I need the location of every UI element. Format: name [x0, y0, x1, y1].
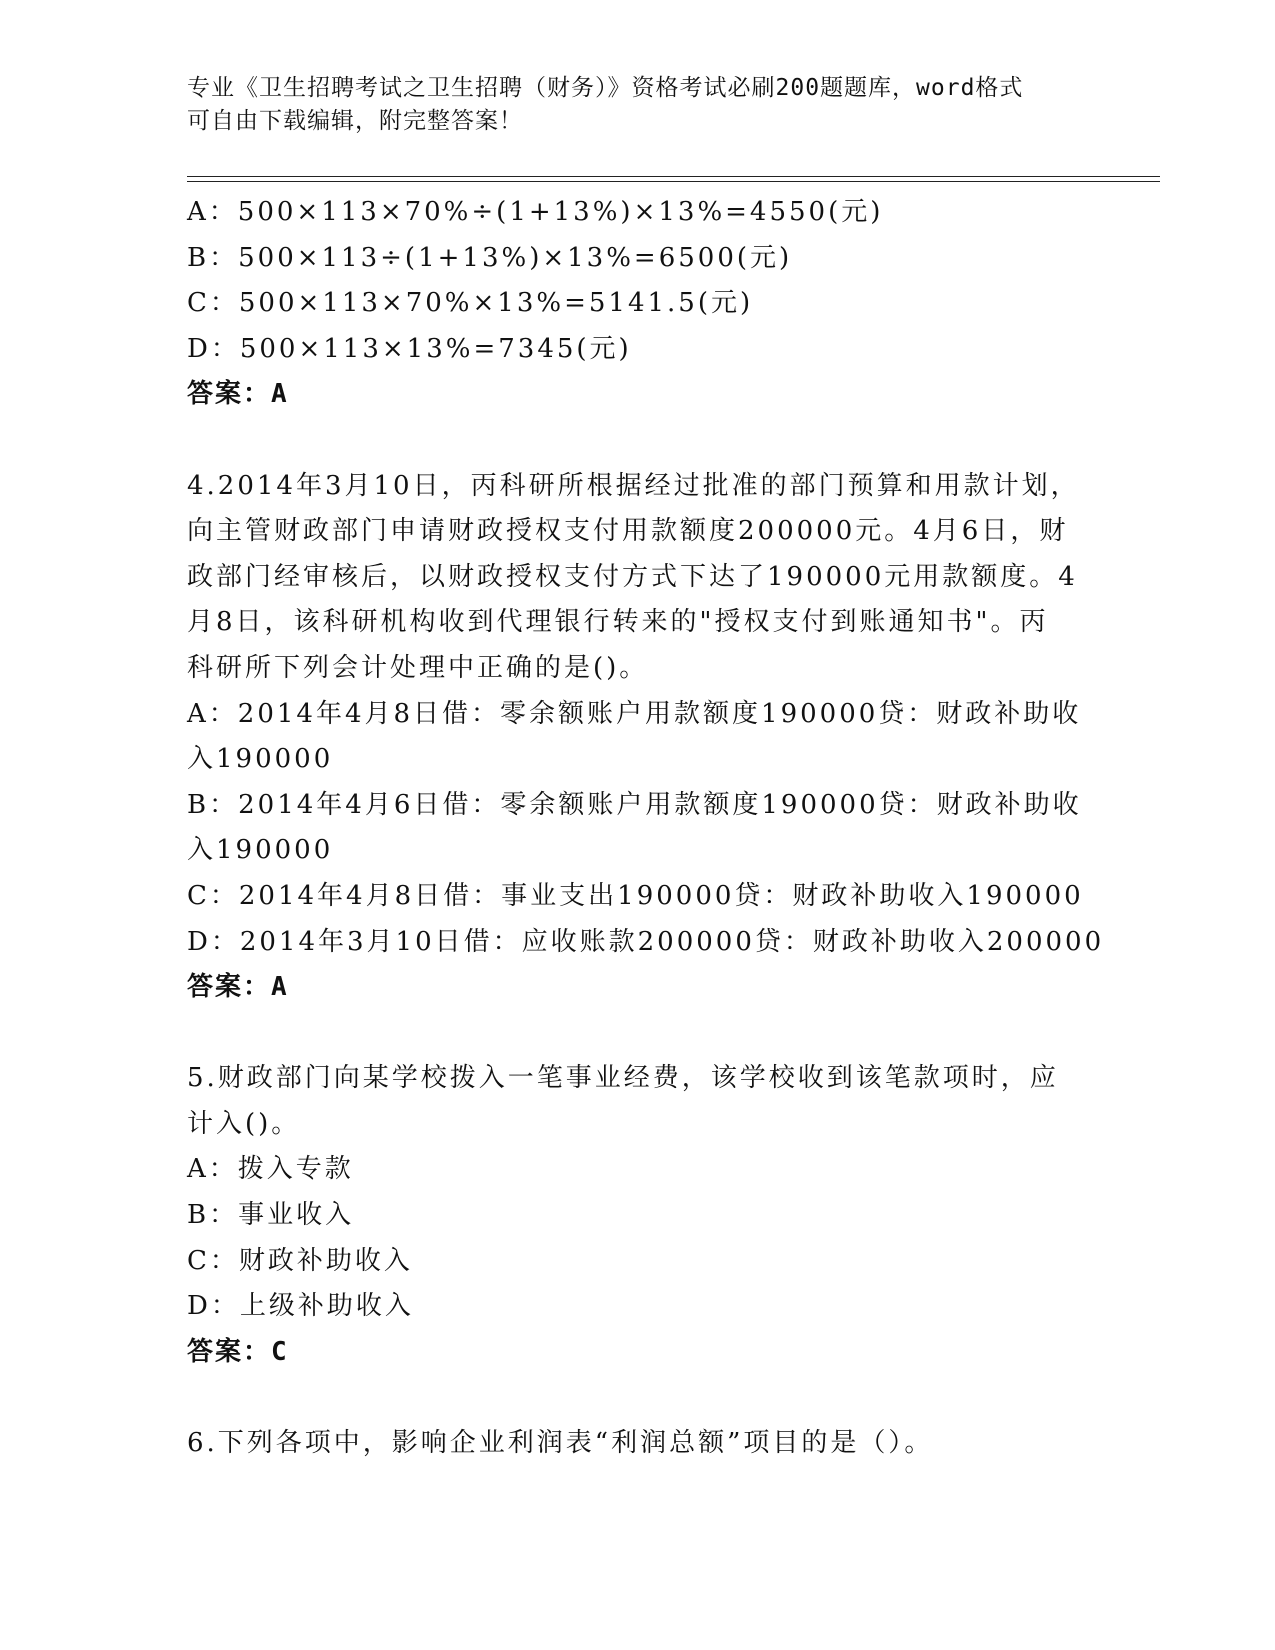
spacer: [187, 418, 1067, 464]
stem-line: 科研所下列会计处理中正确的是()。: [187, 652, 649, 683]
option-b-continued: 入190000: [187, 835, 334, 866]
option-a: A：500×113×70%÷(1+13%)×13%=4550(元): [187, 197, 884, 227]
question-6-stem: 6.下列各项中，影响企业利润表“利润总额”项目的是（）。: [187, 1428, 934, 1459]
option-a: A：2014年4月8日借：零余额账户用款额度190000贷：财政补助收: [187, 698, 1082, 729]
stem-line: 向主管财政部门申请财政授权支付用款额度200000元。4月6日，财: [187, 516, 1069, 547]
option-c: C：500×113×70%×13%=5141.5(元): [187, 288, 754, 319]
stem-line: 政部门经审核后，以财政授权支付方式下达了190000元用款额度。4: [187, 561, 1078, 592]
header-title-line-2: 可自由下载编辑，附完整答案！: [187, 108, 523, 134]
option-a: A：拨入专款: [187, 1154, 354, 1185]
stem-line: 月8日，该科研机构收到代理银行转来的"授权支付到账通知书"。丙: [187, 607, 1049, 638]
option-b: B：事业收入: [187, 1200, 355, 1231]
document-header: [187, 72, 1067, 138]
question-4-options: [187, 692, 1105, 966]
question-3-answer: 答案：A: [187, 379, 289, 410]
option-a-continued: 入190000: [187, 744, 334, 775]
question-5-answer: 答案：C: [187, 1336, 289, 1367]
option-d: D：500×113×13%=7345(元): [187, 333, 632, 364]
question-4-stem: [187, 464, 1080, 692]
spacer: [187, 1375, 1067, 1421]
question-4-answer: 答案：A: [187, 972, 289, 1003]
option-d: D：2014年3月10日借：应收账款200000贷：财政补助收入200000: [187, 926, 1105, 957]
spacer: [187, 1011, 1067, 1057]
option-d: D：上级补助收入: [187, 1291, 414, 1322]
option-b: B：500×113÷(1+13%)×13%=6500(元): [187, 242, 793, 273]
stem-line: 计入()。: [187, 1108, 301, 1139]
option-c: C：财政补助收入: [187, 1245, 413, 1276]
question-5-options: [187, 1147, 1067, 1329]
question-5-stem: [187, 1056, 1067, 1147]
option-b: B：2014年4月6日借：零余额账户用款额度190000贷：财政补助收: [187, 789, 1082, 820]
question-3-options: [187, 190, 1067, 372]
option-c: C：2014年4月8日借：事业支出190000贷：财政补助收入190000: [187, 880, 1084, 911]
header-divider-bottom: [187, 181, 1160, 182]
stem-line: 5.财政部门向某学校拨入一笔事业经费，该学校收到该笔款项时，应: [187, 1063, 1059, 1094]
stem-line: 4.2014年3月10日，丙科研所根据经过批准的部门预算和用款计划，: [187, 470, 1080, 501]
question-content: [187, 190, 1105, 1467]
header-divider-top: [187, 176, 1160, 177]
header-title-line-1: 专业《卫生招聘考试之卫生招聘（财务）》资格考试必刷200题题库，word格式: [187, 75, 1024, 101]
